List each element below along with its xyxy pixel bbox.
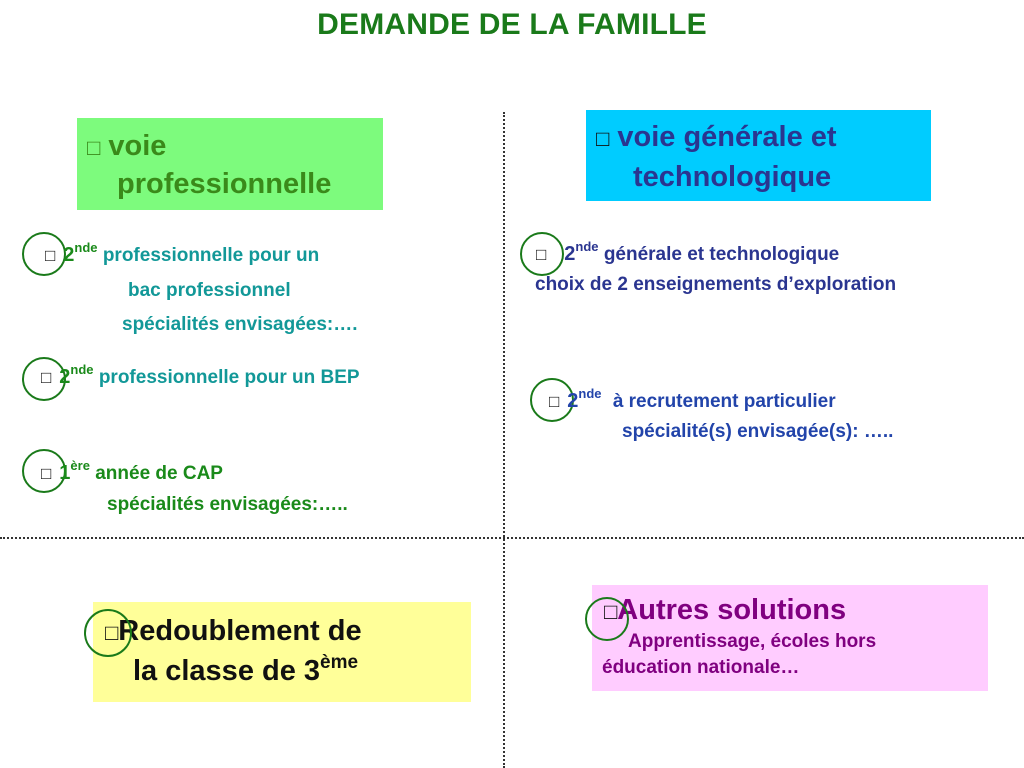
redoublement-line1: Redoublement de bbox=[118, 615, 362, 647]
checkbox-icon[interactable]: □ bbox=[604, 599, 618, 624]
option-number: 2 bbox=[63, 244, 75, 266]
option-number: 2 bbox=[564, 243, 576, 265]
option-sub-label: choix de 2 enseignements d’exploration bbox=[535, 274, 897, 295]
option-circle-marker bbox=[84, 609, 132, 657]
option-sup: nde bbox=[70, 362, 94, 377]
checkbox-icon[interactable]: □ bbox=[45, 246, 56, 265]
vertical-divider bbox=[503, 112, 505, 768]
voie-pro-label-line2: professionnelle bbox=[117, 168, 332, 200]
option-2nde-generale[interactable] bbox=[536, 239, 840, 267]
checkbox-icon[interactable]: □ bbox=[105, 620, 119, 645]
option-label: générale et technologique bbox=[603, 244, 840, 265]
option-sup: ère bbox=[70, 458, 90, 473]
autres-line2: éducation nationale… bbox=[602, 657, 800, 678]
option-number: 2 bbox=[567, 390, 579, 412]
redoublement-box[interactable] bbox=[93, 602, 471, 702]
voie-generale-box bbox=[586, 110, 931, 201]
page-title: DEMANDE DE LA FAMILLE bbox=[317, 8, 707, 41]
checkbox-icon[interactable]: □ bbox=[87, 135, 101, 160]
option-label: professionnelle pour un bbox=[102, 245, 320, 266]
horizontal-divider bbox=[0, 537, 1024, 539]
option-label: à recrutement particulier bbox=[612, 391, 836, 412]
option-2nde-pro-bac[interactable] bbox=[45, 240, 320, 268]
checkbox-icon[interactable]: □ bbox=[536, 245, 547, 264]
autres-title: Autres solutions bbox=[617, 594, 847, 626]
checkbox-icon[interactable]: □ bbox=[41, 368, 52, 387]
option-circle-marker bbox=[585, 597, 629, 641]
checkbox-icon[interactable]: □ bbox=[41, 464, 52, 483]
redoublement-line2: la classe de 3 bbox=[133, 655, 321, 687]
option-number: 1 bbox=[59, 462, 71, 484]
option-label: professionnelle pour un BEP bbox=[98, 367, 360, 388]
option-speciality: spécialités envisagées:….. bbox=[107, 494, 348, 515]
option-speciality: spécialités envisagées:…. bbox=[122, 314, 358, 335]
option-number: 2 bbox=[59, 366, 71, 388]
option-sup: nde bbox=[74, 240, 98, 255]
voie-gen-label-line1: voie générale et bbox=[617, 121, 837, 153]
option-sup: nde bbox=[578, 386, 602, 401]
option-label: année de CAP bbox=[95, 463, 223, 484]
voie-pro-label-line1: voie bbox=[108, 130, 167, 162]
option-sub-label: bac professionnel bbox=[128, 280, 291, 301]
checkbox-icon[interactable]: □ bbox=[549, 392, 560, 411]
voie-professionnelle-box bbox=[77, 118, 383, 210]
option-2nde-pro-bep[interactable] bbox=[41, 362, 360, 390]
autres-solutions-box[interactable] bbox=[592, 585, 988, 691]
option-1ere-cap[interactable] bbox=[41, 458, 223, 486]
autres-line1: Apprentissage, écoles hors bbox=[628, 631, 877, 652]
option-speciality: spécialité(s) envisagée(s): ….. bbox=[622, 421, 894, 442]
redoublement-sup: ème bbox=[320, 652, 359, 673]
voie-gen-label-line2: technologique bbox=[633, 161, 832, 193]
option-sup: nde bbox=[575, 239, 599, 254]
option-2nde-recrutement[interactable] bbox=[549, 386, 836, 414]
checkbox-icon[interactable]: □ bbox=[596, 126, 610, 151]
